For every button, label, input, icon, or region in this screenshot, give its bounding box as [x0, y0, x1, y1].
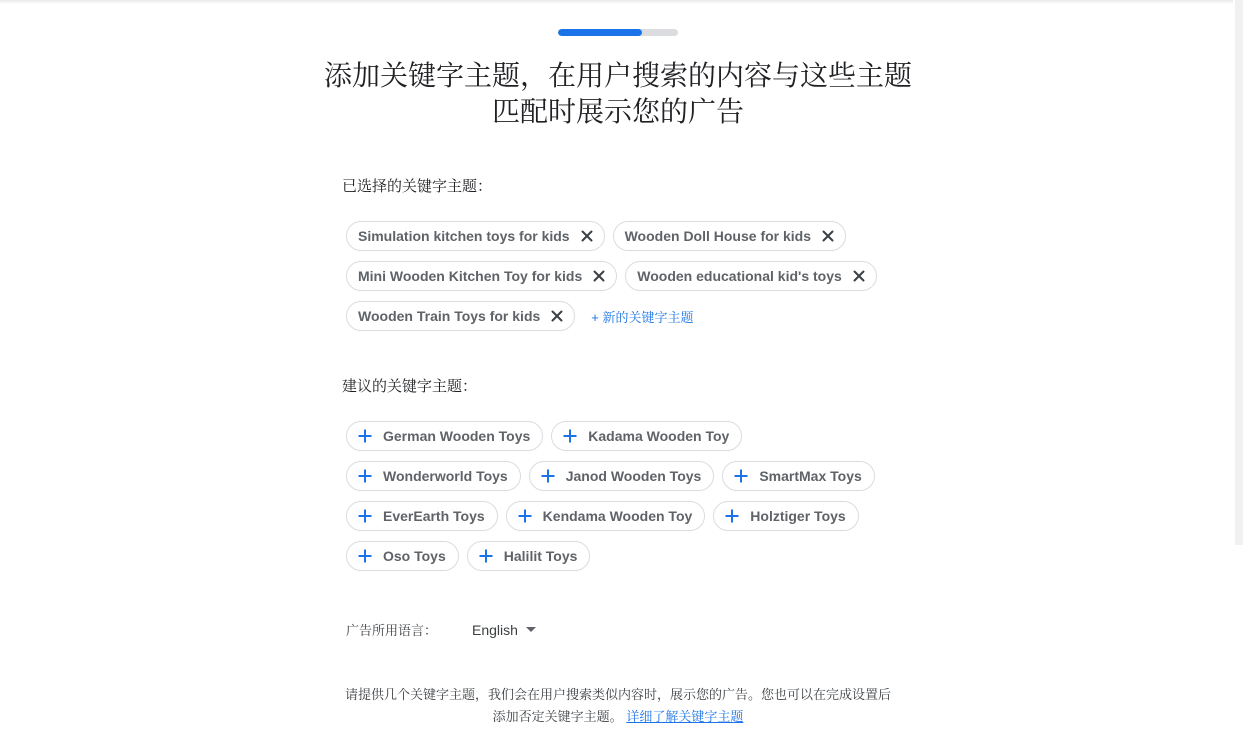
selected-chip[interactable]	[346, 301, 575, 331]
plus-icon	[357, 508, 373, 524]
suggested-chip[interactable]	[346, 541, 459, 571]
selected-chip[interactable]	[346, 261, 617, 291]
suggested-row-3	[346, 501, 859, 531]
plus-icon	[357, 428, 373, 444]
suggested-chip-label: German Wooden Toys	[383, 428, 531, 444]
close-icon[interactable]	[551, 310, 563, 322]
suggested-chip[interactable]	[346, 421, 543, 451]
language-label: 广告所用语言：	[346, 623, 438, 638]
suggested-chip-label: Wonderworld Toys	[383, 468, 508, 484]
close-icon[interactable]	[581, 230, 593, 242]
plus-icon	[540, 468, 556, 484]
suggested-chip-label: Kadama Wooden Toy	[588, 428, 730, 444]
footer-note	[340, 684, 896, 728]
footer-text: 请提供几个关键字主题，我们会在用户搜索类似内容时，展示您的广告。您也可以在完成设置后添加否定关键字主题。	[344, 687, 891, 724]
language-select[interactable]	[472, 622, 536, 638]
suggested-chip[interactable]	[506, 501, 706, 531]
selected-row-1	[346, 221, 846, 251]
language-row	[346, 620, 536, 639]
suggested-chip[interactable]	[467, 541, 591, 571]
selected-chip-label: Wooden Train Toys for kids	[358, 308, 541, 324]
top-shadow	[0, 0, 1233, 4]
suggested-chip-label: SmartMax Toys	[759, 468, 862, 484]
selected-chip-label: Wooden educational kid's toys	[637, 268, 842, 284]
suggested-chip[interactable]	[713, 501, 858, 531]
plus-icon	[517, 508, 533, 524]
close-icon[interactable]	[822, 230, 834, 242]
plus-icon	[478, 548, 494, 564]
plus-icon	[357, 548, 373, 564]
selected-chip-label: Wooden Doll House for kids	[624, 228, 812, 244]
close-icon[interactable]	[853, 270, 865, 282]
learn-more-link[interactable]: 详细了解关键字主题	[626, 709, 744, 724]
selected-chip-label: Simulation kitchen toys for kids	[358, 228, 570, 244]
suggested-chip-label: Halilit Toys	[503, 548, 578, 564]
language-value: English	[472, 621, 518, 638]
suggested-chip[interactable]	[529, 461, 715, 491]
selected-chip[interactable]	[613, 221, 846, 251]
progress-fill	[558, 29, 642, 36]
suggested-chip-label: Oso Toys	[383, 548, 446, 564]
suggested-topics-label: 建议的关键字主题：	[342, 378, 478, 395]
close-icon[interactable]	[593, 270, 605, 282]
selected-row-2	[346, 261, 877, 291]
selected-topics-label: 已选择的关键字主题：	[342, 178, 493, 195]
suggested-row-2	[346, 461, 875, 491]
caret-down-icon	[526, 627, 536, 632]
suggested-chip-label: EverEarth Toys	[383, 508, 485, 524]
page-title: 添加关键字主题，在用户搜索的内容与这些主题匹配时展示您的广告	[323, 60, 912, 127]
suggested-chip[interactable]	[346, 461, 521, 491]
suggested-row-1	[346, 421, 742, 451]
plus-icon	[562, 428, 578, 444]
suggested-chip[interactable]	[346, 501, 498, 531]
suggested-chip[interactable]	[722, 461, 874, 491]
suggested-row-4	[346, 541, 590, 571]
selected-chip-label: Mini Wooden Kitchen Toy for kids	[358, 268, 583, 284]
selected-chip[interactable]	[346, 221, 605, 251]
plus-icon	[357, 468, 373, 484]
suggested-chip-label: Janod Wooden Toys	[565, 468, 702, 484]
plus-icon	[724, 508, 740, 524]
suggested-chip-label: Kendama Wooden Toy	[542, 508, 693, 524]
selected-chip[interactable]	[625, 261, 877, 291]
scrollbar[interactable]	[1235, 0, 1243, 545]
selected-row-3	[346, 301, 694, 331]
progress-bar	[558, 29, 678, 36]
add-keyword-topic-link[interactable]: + 新的关键字主题	[591, 309, 694, 325]
suggested-chip[interactable]	[551, 421, 742, 451]
suggested-chip-label: Holztiger Toys	[750, 508, 846, 524]
plus-icon	[733, 468, 749, 484]
